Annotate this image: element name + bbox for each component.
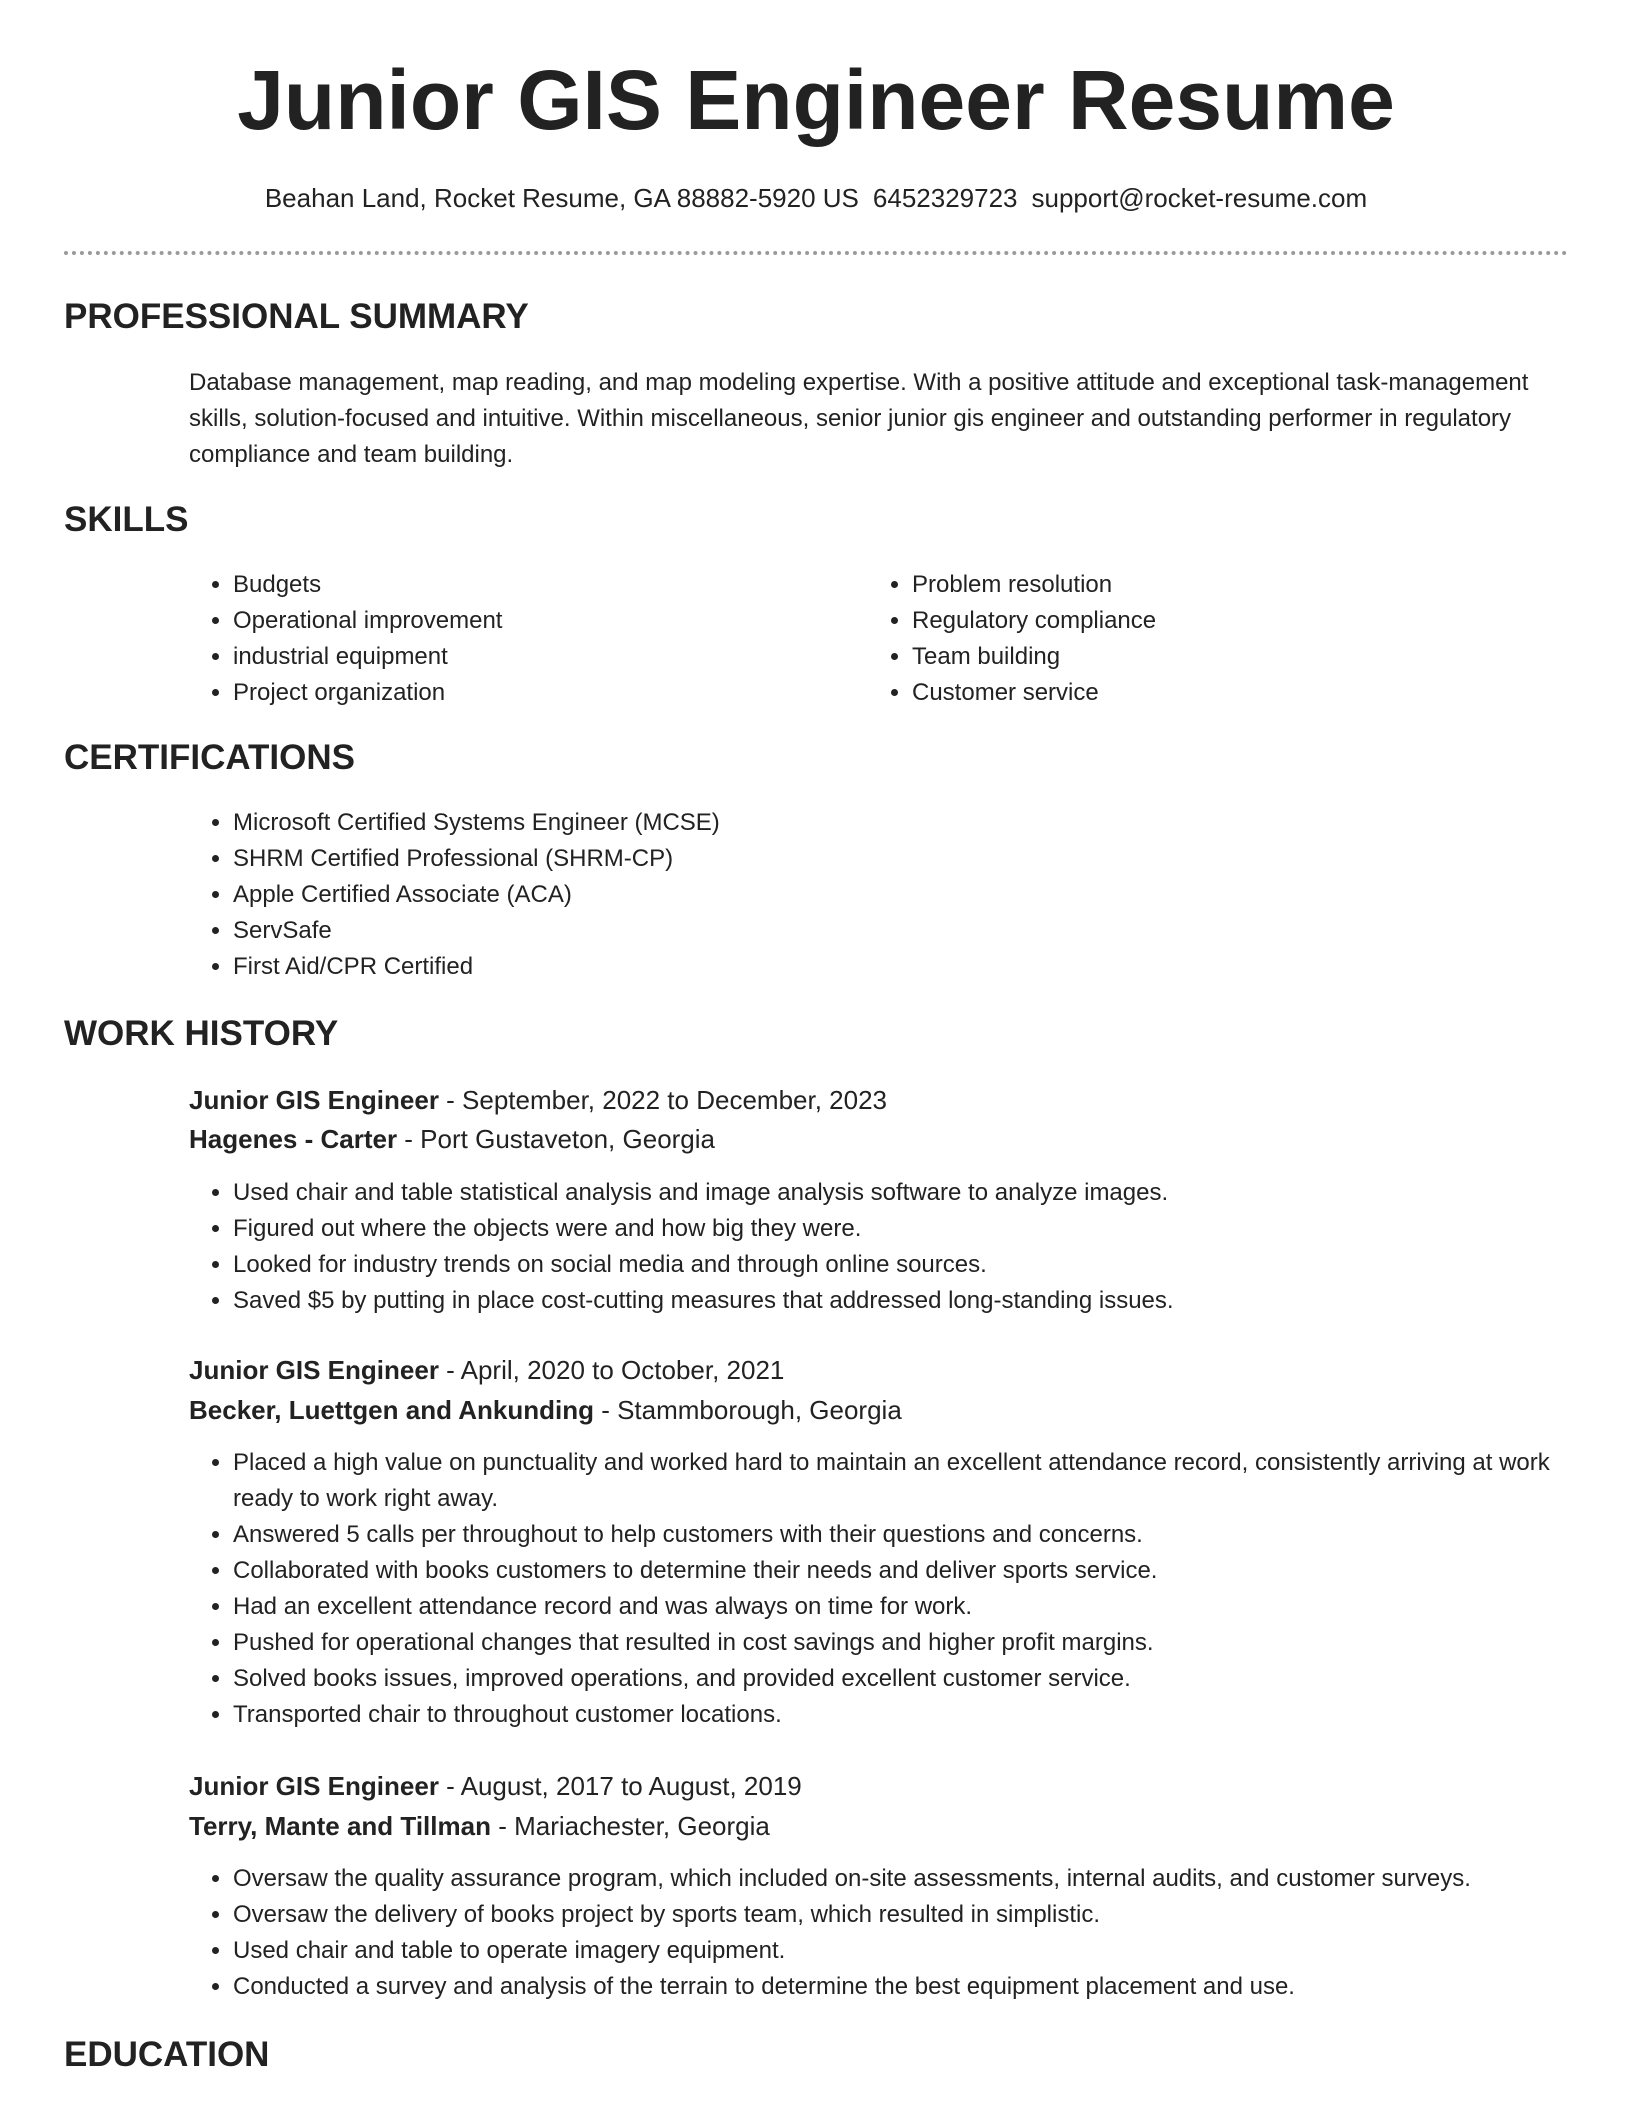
header-divider [64, 251, 1568, 255]
job-dates: - August, 2017 to August, 2019 [438, 1771, 802, 1801]
job-bullet: • Saved $5 by putting in place cost-cutting measures that addressed long-standing issues. [233, 1283, 1593, 1319]
job-bullet: • Oversaw the quality assurance program, which included on-site assessments, internal audits, and customer surveys. [233, 1861, 1593, 1897]
skill-item: • Budgets [233, 567, 833, 603]
job-title: Junior GIS Engineer [189, 1085, 439, 1115]
skill-item: • Regulatory compliance [912, 603, 1512, 639]
job-bullet: • Used chair and table statistical analysis and image analysis software to analyze images. [233, 1175, 1593, 1211]
job-bullets [189, 1445, 1593, 1733]
certification-item: • First Aid/CPR Certified [233, 949, 1533, 985]
certifications-heading: CERTIFICATIONS [64, 738, 356, 777]
certification-item: • ServSafe [233, 913, 1533, 949]
job-bullet: • Used chair and table to operate imagery equipment. [233, 1933, 1593, 1969]
job-bullets [189, 1861, 1593, 2005]
job-company-line [189, 1395, 902, 1426]
job-bullet: • Conducted a survey and analysis of the terrain to determine the best equipment placement and use. [233, 1969, 1593, 2005]
job-title-line [189, 1085, 887, 1116]
contact-address: Beahan Land, Rocket Resume, GA 88882-5920 US [264, 183, 859, 213]
skill-item: • Customer service [912, 675, 1512, 711]
job-bullet: • Pushed for operational changes that resulted in cost savings and higher profit margins. [233, 1625, 1593, 1661]
summary-heading: PROFESSIONAL SUMMARY [64, 297, 529, 336]
job-dates: - September, 2022 to December, 2023 [438, 1085, 887, 1115]
work-history-heading: WORK HISTORY [64, 1014, 339, 1053]
job-bullet: • Placed a high value on punctuality and worked hard to maintain an excellent attendance record, consistently arriving at work ready to work right away. [233, 1445, 1593, 1517]
job-company-line [189, 1811, 770, 1842]
job-title: Junior GIS Engineer [189, 1355, 439, 1385]
skill-item: • industrial equipment [233, 639, 833, 675]
job-dates: - April, 2020 to October, 2021 [438, 1355, 785, 1385]
skill-item: • Problem resolution [912, 567, 1512, 603]
job-company-line [189, 1124, 715, 1155]
job-location: - Port Gustaveton, Georgia [397, 1124, 716, 1154]
certification-item: • Microsoft Certified Systems Engineer (MCSE) [233, 805, 1533, 841]
skill-item: • Operational improvement [233, 603, 833, 639]
job-bullet: • Figured out where the objects were and how big they were. [233, 1211, 1593, 1247]
job-bullet: • Looked for industry trends on social media and through online sources. [233, 1247, 1593, 1283]
job-company: Hagenes - Carter [189, 1124, 398, 1154]
skills-list-right [868, 567, 1512, 711]
job-bullet: • Oversaw the delivery of books project by sports team, which resulted in simplistic. [233, 1897, 1593, 1933]
job-title-line [189, 1355, 784, 1386]
contact-line [0, 183, 1632, 214]
job-bullet: • Answered 5 calls per throughout to help customers with their questions and concerns. [233, 1517, 1593, 1553]
job-bullet: • Solved books issues, improved operations, and provided excellent customer service. [233, 1661, 1593, 1697]
job-company: Becker, Luettgen and Ankunding [189, 1395, 594, 1425]
job-bullet: • Transported chair to throughout customer locations. [233, 1697, 1593, 1733]
job-title: Junior GIS Engineer [189, 1771, 439, 1801]
skills-heading: SKILLS [64, 500, 189, 539]
contact-email: support@rocket-resume.com [1031, 183, 1368, 213]
skill-item: • Team building [912, 639, 1512, 675]
certification-item: • Apple Certified Associate (ACA) [233, 877, 1533, 913]
certifications-list [189, 805, 1533, 985]
contact-phone: 6452329723 [872, 183, 1018, 213]
job-location: - Stammborough, Georgia [593, 1395, 902, 1425]
resume-title: Junior GIS Engineer Resume [237, 53, 1395, 147]
job-bullet: • Had an excellent attendance record and was always on time for work. [233, 1589, 1593, 1625]
job-bullets [189, 1175, 1593, 1319]
skill-item: • Project organization [233, 675, 833, 711]
summary-text: Database management, map reading, and map modeling expertise. With a positive attitude and exceptional task-management skills, solution-focused and intuitive. Within miscellaneous, senior junior gis engineer and outstanding performer in regulatory compliance and team building. [189, 369, 1529, 468]
job-location: - Mariachester, Georgia [490, 1811, 770, 1841]
job-bullet: • Collaborated with books customers to determine their needs and deliver sports service. [233, 1553, 1593, 1589]
skills-list-left [189, 567, 833, 711]
job-title-line [189, 1771, 802, 1802]
job-company: Terry, Mante and Tillman [189, 1811, 491, 1841]
education-heading: EDUCATION [64, 2035, 270, 2074]
certification-item: • SHRM Certified Professional (SHRM-CP) [233, 841, 1533, 877]
